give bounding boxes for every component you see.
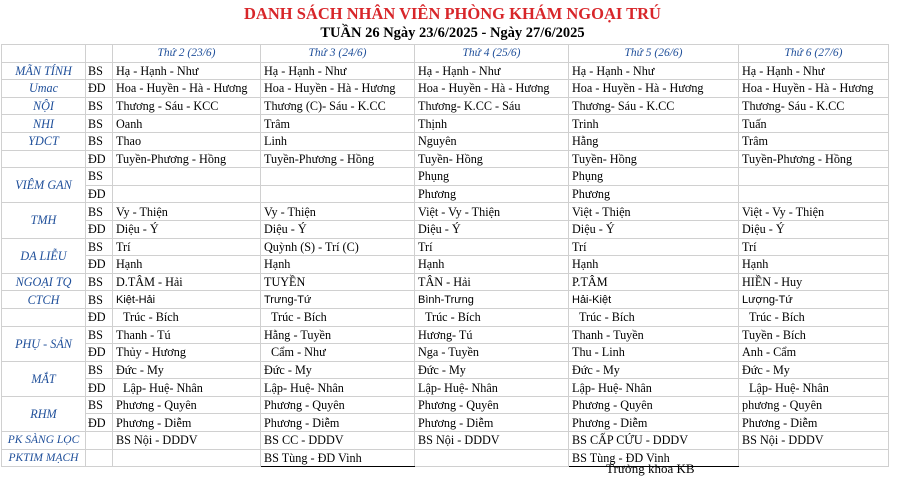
staff-cell: Đức - My [415,361,569,379]
staff-cell [261,168,415,186]
staff-cell: Vy - Thiện [261,203,415,221]
header-row [2,45,889,63]
staff-cell: Tuyền - Bích [739,326,889,344]
day-header: Thứ 4 (25/6) [415,45,569,63]
staff-cell: Thu - Linh [569,344,739,362]
staff-cell: Nguyên [415,132,569,150]
staff-cell: Diệu - Ý [415,220,569,238]
staff-cell: BS CC - DDDV [261,432,415,450]
day-header: Thứ 3 (24/6) [261,45,415,63]
signature-label: Trưởng khoa KB [606,461,695,476]
staff-cell: Tuyền-Phương - Hồng [113,150,261,168]
staff-cell: Hạ - Hạnh - Như [415,62,569,80]
staff-cell: P.TÂM [569,273,739,291]
staff-cell: Thương - Sáu - KCC [113,97,261,115]
staff-cell: Nga - Tuyền [415,344,569,362]
role-cell: BS [86,326,113,344]
corner-cell [2,45,86,63]
staff-cell: Hoa - Huyền - Hà - Hương [113,80,261,98]
staff-cell: Cẩm - Như [261,344,415,362]
staff-cell: Tuyền-Phương - Hồng [739,150,889,168]
staff-cell: Diệu - Ý [261,220,415,238]
table-row [2,414,889,432]
role-cell: BS [86,361,113,379]
dept-label: PK SÀNG LỌC [2,432,86,450]
table-row [2,344,889,362]
staff-cell: Phương - Quyên [113,396,261,414]
staff-cell: Hạ - Hạnh - Như [113,62,261,80]
staff-cell: Phương - Diễm [415,414,569,432]
staff-cell: Hằng - Tuyền [261,326,415,344]
dept-label: NHI [2,115,86,133]
staff-cell: Hạnh [113,256,261,274]
day-header: Thứ 2 (23/6) [113,45,261,63]
dept-label: Umac [2,80,86,98]
staff-cell: Đức - My [261,361,415,379]
staff-cell: Diệu - Ý [569,220,739,238]
staff-cell: Lập- Huệ- Nhân [113,379,261,397]
table-row [2,432,889,450]
staff-cell [113,185,261,203]
staff-cell: Trí [569,238,739,256]
table-row [2,396,889,414]
staff-cell: BS Tùng - ĐD Vinh [261,449,415,467]
staff-cell: Trúc - Bích [739,308,889,326]
staff-cell: Hằng [569,132,739,150]
table-row [2,168,889,186]
table-row [2,273,889,291]
staff-cell: Hương- Tú [415,326,569,344]
staff-cell: Lập- Huệ- Nhân [739,379,889,397]
staff-cell: Hạ - Hạnh - Như [739,62,889,80]
table-row [2,185,889,203]
staff-cell: Hoa - Huyền - Hà - Hương [261,80,415,98]
staff-cell [739,168,889,186]
staff-cell: Vy - Thiện [113,203,261,221]
staff-cell: Việt - Vy - Thiện [415,203,569,221]
staff-cell: Phương - Diễm [113,414,261,432]
staff-cell [113,168,261,186]
role-cell: BS [86,62,113,80]
staff-cell: Trâm [261,115,415,133]
table-row [2,220,889,238]
staff-cell: Lượng-Tứ [739,291,889,309]
dept-label: CTCH [2,291,86,309]
staff-cell: Đức - My [113,361,261,379]
staff-cell [739,449,889,467]
role-cell: ĐD [86,256,113,274]
page-title: DANH SÁCH NHÂN VIÊN PHÒNG KHÁM NGOẠI TRÚ [244,4,661,23]
table-row [2,115,889,133]
staff-cell: Thanh - Tú [113,326,261,344]
dept-label [2,150,86,168]
staff-cell: Hạnh [569,256,739,274]
role-cell: ĐD [86,308,113,326]
staff-cell: Tuyền- Hồng [569,150,739,168]
staff-cell: phương - Quyên [739,396,889,414]
role-cell: ĐD [86,185,113,203]
role-cell: BS [86,168,113,186]
dept-label: MẮT [2,361,86,396]
staff-cell: Trúc - Bích [415,308,569,326]
staff-cell: Hạnh [739,256,889,274]
staff-cell: Thao [113,132,261,150]
dept-label: YDCT [2,132,86,150]
staff-cell: Phương - Diễm [739,414,889,432]
staff-cell: Trúc - Bích [261,308,415,326]
staff-cell: Hải-Kiệt [569,291,739,309]
role-cell: ĐD [86,414,113,432]
staff-cell [113,449,261,467]
role-cell: ĐD [86,344,113,362]
staff-cell: BS CẤP CỨU - DDDV [569,432,739,450]
staff-cell: Hạ - Hạnh - Như [261,62,415,80]
staff-cell: Phương [415,185,569,203]
staff-cell: Thương (C)- Sáu - K.CC [261,97,415,115]
role-cell: BS [86,115,113,133]
staff-cell: Phương - Quyên [415,396,569,414]
staff-cell: Bình-Trưng [415,291,569,309]
dept-label: NỘI [2,97,86,115]
staff-cell: Thương- Sáu - K.CC [739,97,889,115]
staff-cell: Hoa - Huyền - Hà - Hương [739,80,889,98]
staff-cell: Phương [569,185,739,203]
table-row [2,379,889,397]
table-row [2,203,889,221]
staff-cell: D.TÂM - Hải [113,273,261,291]
table-row [2,256,889,274]
staff-cell [739,185,889,203]
staff-cell: Phương - Diễm [261,414,415,432]
role-cell: BS [86,396,113,414]
table-row [2,291,889,309]
staff-cell: Hạnh [415,256,569,274]
role-cell: ĐD [86,80,113,98]
staff-cell: Hoa - Huyền - Hà - Hương [415,80,569,98]
schedule-table [1,44,889,467]
staff-cell: Diệu - Ý [113,220,261,238]
corner-cell [86,45,113,63]
dept-label: NGOẠI TQ [2,273,86,291]
table-row [2,132,889,150]
table-row [2,361,889,379]
page-subtitle: TUẦN 26 Ngày 23/6/2025 - Ngày 27/6/2025 [320,25,585,41]
staff-cell: Phương - Diễm [569,414,739,432]
staff-cell: Trí [739,238,889,256]
role-cell: BS [86,203,113,221]
staff-cell: Phương - Quyên [569,396,739,414]
table-row [2,449,889,467]
table-row [2,80,889,98]
staff-cell: Trí [415,238,569,256]
staff-cell: HIỀN - Huy [739,273,889,291]
staff-cell: Hoa - Huyền - Hà - Hương [569,80,739,98]
staff-cell: Phụng [415,168,569,186]
role-cell: BS [86,238,113,256]
staff-cell: Phương - Quyên [261,396,415,414]
dept-label [2,308,86,326]
staff-cell: TÂN - Hải [415,273,569,291]
dept-label: TMH [2,203,86,238]
staff-cell: Tuyền-Phương - Hồng [261,150,415,168]
staff-cell: BS Nội - DDDV [739,432,889,450]
staff-cell: Anh - Cẩm [739,344,889,362]
staff-cell: Hạ - Hạnh - Như [569,62,739,80]
table-row [2,97,889,115]
staff-cell: Phụng [569,168,739,186]
staff-cell: Trúc - Bích [569,308,739,326]
dept-label: PKTIM MẠCH [2,449,86,467]
dept-label: PHỤ - SẢN [2,326,86,361]
role-cell: ĐD [86,220,113,238]
staff-cell: Thanh - Tuyền [569,326,739,344]
staff-cell: Lập- Huệ- Nhân [415,379,569,397]
staff-cell: Quỳnh (S) - Trí (C) [261,238,415,256]
staff-cell: Tuấn [739,115,889,133]
table-row [2,326,889,344]
staff-cell: BS Nội - DDDV [113,432,261,450]
staff-cell: Thủy - Hương [113,344,261,362]
staff-cell: Trinh [569,115,739,133]
staff-cell: Trí [113,238,261,256]
table-row [2,238,889,256]
dept-label: RHM [2,396,86,431]
staff-cell: Đức - My [739,361,889,379]
staff-cell [415,449,569,467]
staff-cell: Kiệt-Hải [113,291,261,309]
table-row [2,308,889,326]
day-header: Thứ 6 (27/6) [739,45,889,63]
staff-cell: Thương- K.CC - Sáu [415,97,569,115]
role-cell: ĐD [86,379,113,397]
role-cell: BS [86,273,113,291]
dept-label: MÃN TÍNH [2,62,86,80]
staff-cell: Oanh [113,115,261,133]
staff-cell: Việt - Vy - Thiện [739,203,889,221]
staff-cell: Việt - Thiện [569,203,739,221]
staff-cell: Trúc - Bích [113,308,261,326]
role-cell: ĐD [86,150,113,168]
table-row [2,62,889,80]
staff-cell: Lập- Huệ- Nhân [261,379,415,397]
staff-cell: Trưng-Tứ [261,291,415,309]
staff-cell: Linh [261,132,415,150]
staff-cell: TUYỀN [261,273,415,291]
staff-cell: BS Nội - DDDV [415,432,569,450]
staff-cell: Trâm [739,132,889,150]
staff-cell: Thương- Sáu - K.CC [569,97,739,115]
day-header: Thứ 5 (26/6) [569,45,739,63]
dept-label: DA LIỄU [2,238,86,273]
staff-cell: BS Tùng - ĐD Vinh [569,449,739,467]
role-cell: BS [86,132,113,150]
table-row [2,150,889,168]
dept-label: VIÊM GAN [2,168,86,203]
role-cell [86,432,113,450]
staff-cell: Diệu - Ý [739,220,889,238]
staff-cell: Tuyền- Hồng [415,150,569,168]
staff-cell: Lập- Huệ- Nhân [569,379,739,397]
staff-cell: Hạnh [261,256,415,274]
role-cell: BS [86,97,113,115]
staff-cell [261,185,415,203]
staff-cell: Đức - My [569,361,739,379]
role-cell: BS [86,291,113,309]
staff-cell: Thịnh [415,115,569,133]
role-cell [86,449,113,467]
